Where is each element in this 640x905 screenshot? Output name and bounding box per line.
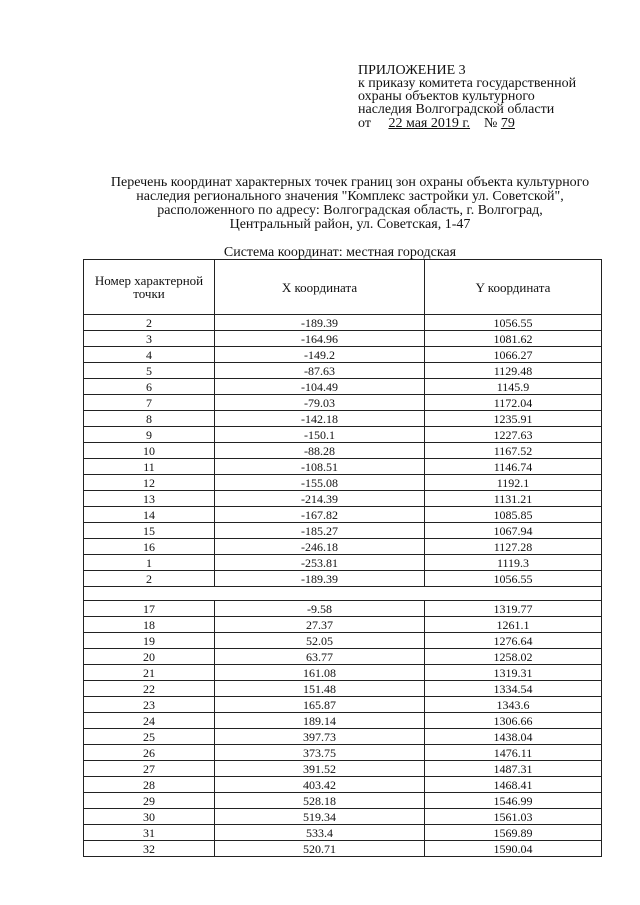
point-number-cell: 30	[84, 809, 215, 825]
y-coordinate-cell: 1261.1	[425, 617, 602, 633]
point-number-cell: 9	[84, 427, 215, 443]
table-row	[84, 665, 602, 681]
appendix-dateline	[358, 117, 628, 130]
point-number-cell: 7	[84, 395, 215, 411]
x-coordinate-cell: 189.14	[215, 713, 425, 729]
point-number-cell: 27	[84, 761, 215, 777]
x-coordinate-cell: -104.49	[215, 379, 425, 395]
date-prefix: от	[358, 116, 371, 131]
x-coordinate-cell: 519.34	[215, 809, 425, 825]
y-coordinate-cell: 1319.77	[425, 601, 602, 617]
table-row	[84, 793, 602, 809]
x-coordinate-cell: -150.1	[215, 427, 425, 443]
x-coordinate-cell: 63.77	[215, 649, 425, 665]
table-row	[84, 491, 602, 507]
point-number-cell: 23	[84, 697, 215, 713]
point-number-cell: 25	[84, 729, 215, 745]
x-coordinate-cell: 161.08	[215, 665, 425, 681]
point-number-cell: 17	[84, 601, 215, 617]
x-coordinate-cell: 528.18	[215, 793, 425, 809]
y-coordinate-cell: 1561.03	[425, 809, 602, 825]
x-coordinate-cell: 27.37	[215, 617, 425, 633]
x-coordinate-cell: -142.18	[215, 411, 425, 427]
appendix-title: ПРИЛОЖЕНИЕ 3	[358, 63, 466, 78]
y-coordinate-cell: 1056.55	[425, 315, 602, 331]
y-coordinate-cell: 1172.04	[425, 395, 602, 411]
x-coordinate-cell: 391.52	[215, 761, 425, 777]
heading-line: расположенного по адресу: Волгоградская область, г. Волгоград,	[157, 203, 543, 218]
point-number-cell: 32	[84, 841, 215, 857]
table-row	[84, 331, 602, 347]
y-coordinate-cell: 1129.48	[425, 363, 602, 379]
y-coordinate-cell: 1487.31	[425, 761, 602, 777]
y-coordinate-cell: 1067.94	[425, 523, 602, 539]
y-coordinate-cell: 1319.31	[425, 665, 602, 681]
x-coordinate-cell: -149.2	[215, 347, 425, 363]
x-coordinate-cell: -246.18	[215, 539, 425, 555]
point-number-cell: 1	[84, 555, 215, 571]
table-row	[84, 617, 602, 633]
y-coordinate-cell: 1334.54	[425, 681, 602, 697]
point-number-cell: 20	[84, 649, 215, 665]
table-body-group-1	[84, 315, 602, 587]
y-coordinate-cell: 1056.55	[425, 571, 602, 587]
y-coordinate-cell: 1476.11	[425, 745, 602, 761]
point-number-cell: 16	[84, 539, 215, 555]
table-row	[84, 347, 602, 363]
point-number-cell: 12	[84, 475, 215, 491]
x-coordinate-cell: 520.71	[215, 841, 425, 857]
x-coordinate-cell: -88.28	[215, 443, 425, 459]
x-coordinate-cell: -189.39	[215, 571, 425, 587]
table-header-row	[84, 260, 602, 315]
point-number-cell: 24	[84, 713, 215, 729]
table-row	[84, 601, 602, 617]
point-number-cell: 8	[84, 411, 215, 427]
coordinate-system: Система координат: местная городская	[223, 245, 457, 260]
point-number-cell: 21	[84, 665, 215, 681]
point-number-cell: 22	[84, 681, 215, 697]
x-coordinate-cell: 403.42	[215, 777, 425, 793]
order-date: 22 мая 2019 г.	[388, 116, 471, 131]
y-coordinate-cell: 1468.41	[425, 777, 602, 793]
appendix-line: охраны объектов культурного	[358, 89, 535, 104]
x-coordinate-cell: -87.63	[215, 363, 425, 379]
x-coordinate-cell: -253.81	[215, 555, 425, 571]
table-row	[84, 825, 602, 841]
point-number-cell: 4	[84, 347, 215, 363]
table-row	[84, 539, 602, 555]
header-x: X координата	[215, 260, 425, 315]
table-row	[84, 411, 602, 427]
y-coordinate-cell: 1227.63	[425, 427, 602, 443]
x-coordinate-cell: 52.05	[215, 633, 425, 649]
order-number: 79	[500, 116, 515, 131]
table-row	[84, 729, 602, 745]
x-coordinate-cell: 165.87	[215, 697, 425, 713]
y-coordinate-cell: 1276.64	[425, 633, 602, 649]
point-number-cell: 15	[84, 523, 215, 539]
point-number-cell: 29	[84, 793, 215, 809]
x-coordinate-cell: -164.96	[215, 331, 425, 347]
table-row	[84, 571, 602, 587]
y-coordinate-cell: 1085.85	[425, 507, 602, 523]
y-coordinate-cell: 1590.04	[425, 841, 602, 857]
x-coordinate-cell: 373.75	[215, 745, 425, 761]
point-number-cell: 26	[84, 745, 215, 761]
y-coordinate-cell: 1066.27	[425, 347, 602, 363]
y-coordinate-cell: 1131.21	[425, 491, 602, 507]
x-coordinate-cell: -189.39	[215, 315, 425, 331]
table-row	[84, 745, 602, 761]
point-number-cell: 14	[84, 507, 215, 523]
table-row	[84, 841, 602, 857]
appendix-block	[358, 64, 628, 130]
number-prefix: №	[484, 116, 498, 131]
point-number-cell: 2	[84, 315, 215, 331]
table-row	[84, 681, 602, 697]
x-coordinate-cell: -214.39	[215, 491, 425, 507]
x-coordinate-cell: -79.03	[215, 395, 425, 411]
heading-line: Центральный район, ул. Советская, 1-47	[229, 217, 471, 232]
y-coordinate-cell: 1258.02	[425, 649, 602, 665]
table-row	[84, 315, 602, 331]
x-coordinate-cell: 397.73	[215, 729, 425, 745]
table-row	[84, 379, 602, 395]
point-number-cell: 2	[84, 571, 215, 587]
table-row	[84, 475, 602, 491]
y-coordinate-cell: 1145.9	[425, 379, 602, 395]
table-row	[84, 777, 602, 793]
point-number-cell: 13	[84, 491, 215, 507]
x-coordinate-cell: -185.27	[215, 523, 425, 539]
y-coordinate-cell: 1167.52	[425, 443, 602, 459]
table-separator	[84, 587, 602, 601]
y-coordinate-cell: 1119.3	[425, 555, 602, 571]
point-number-cell: 5	[84, 363, 215, 379]
y-coordinate-cell: 1438.04	[425, 729, 602, 745]
x-coordinate-cell: -9.58	[215, 601, 425, 617]
point-number-cell: 18	[84, 617, 215, 633]
table-row	[84, 713, 602, 729]
point-number-cell: 28	[84, 777, 215, 793]
point-number-cell: 11	[84, 459, 215, 475]
header-point-number: Номер характерной точки	[84, 260, 215, 315]
x-coordinate-cell: 533.4	[215, 825, 425, 841]
y-coordinate-cell: 1127.28	[425, 539, 602, 555]
y-coordinate-cell: 1343.6	[425, 697, 602, 713]
table-row	[84, 649, 602, 665]
table-row	[84, 761, 602, 777]
point-number-cell: 19	[84, 633, 215, 649]
table-row	[84, 633, 602, 649]
separator-row	[84, 587, 602, 601]
separator-cell	[84, 587, 602, 601]
y-coordinate-cell: 1306.66	[425, 713, 602, 729]
x-coordinate-cell: -108.51	[215, 459, 425, 475]
heading-line: наследия регионального значения "Комплекс застройки ул. Советской",	[136, 189, 564, 204]
table-row	[84, 507, 602, 523]
table-row	[84, 363, 602, 379]
heading-line: Перечень координат характерных точек границ зон охраны объекта культурного	[110, 175, 590, 190]
table-row	[84, 523, 602, 539]
point-number-cell: 31	[84, 825, 215, 841]
table-row	[84, 697, 602, 713]
coordinates-table	[83, 259, 602, 857]
table-row	[84, 427, 602, 443]
table-row	[84, 443, 602, 459]
x-coordinate-cell: 151.48	[215, 681, 425, 697]
point-number-cell: 3	[84, 331, 215, 347]
y-coordinate-cell: 1546.99	[425, 793, 602, 809]
y-coordinate-cell: 1146.74	[425, 459, 602, 475]
y-coordinate-cell: 1569.89	[425, 825, 602, 841]
table-row	[84, 459, 602, 475]
table-body-group-2	[84, 601, 602, 857]
point-number-cell: 10	[84, 443, 215, 459]
table-row	[84, 809, 602, 825]
header-y: Y координата	[425, 260, 602, 315]
x-coordinate-cell: -155.08	[215, 475, 425, 491]
appendix-line: к приказу комитета государственной	[358, 76, 577, 91]
x-coordinate-cell: -167.82	[215, 507, 425, 523]
y-coordinate-cell: 1235.91	[425, 411, 602, 427]
y-coordinate-cell: 1192.1	[425, 475, 602, 491]
appendix-line: наследия Волгоградской области	[358, 102, 555, 117]
table-row	[84, 395, 602, 411]
table-row	[84, 555, 602, 571]
document-heading	[70, 176, 630, 232]
point-number-cell: 6	[84, 379, 215, 395]
y-coordinate-cell: 1081.62	[425, 331, 602, 347]
